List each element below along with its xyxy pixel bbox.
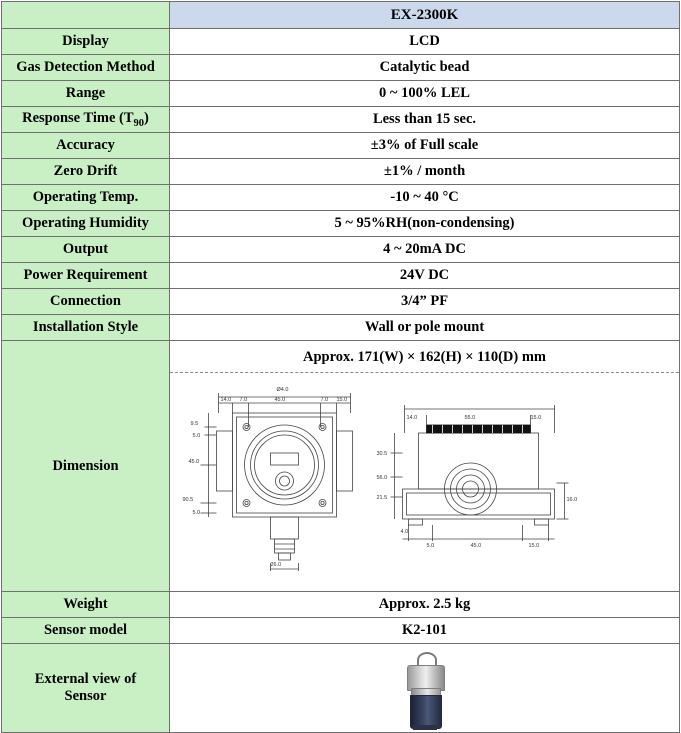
svg-text:7.0: 7.0 — [239, 397, 248, 403]
svg-text:16.0: 16.0 — [566, 497, 578, 503]
row-value-weight: Approx. 2.5 kg — [170, 592, 680, 618]
svg-text:5.0: 5.0 — [426, 543, 435, 549]
dimension-title: Approx. 171(W) × 162(H) × 110(D) mm — [170, 344, 679, 373]
svg-text:26.0: 26.0 — [270, 562, 282, 568]
row-label-display: Display — [2, 29, 170, 55]
row-label-external-view-of-sensor — [2, 644, 170, 733]
svg-text:45.0: 45.0 — [188, 459, 200, 465]
row-value-sensor-model: K2-101 — [170, 618, 680, 644]
row-value-zero-drift: ±1% / month — [170, 159, 680, 185]
row-label-installation-style: Installation Style — [2, 315, 170, 341]
svg-text:14.0: 14.0 — [406, 415, 418, 421]
table-row — [2, 263, 680, 289]
svg-text:5.0: 5.0 — [192, 433, 201, 439]
row-value-installation-style: Wall or pole mount — [170, 315, 680, 341]
table-row — [2, 133, 680, 159]
svg-text:15.0: 15.0 — [528, 543, 540, 549]
svg-text:45.0: 45.0 — [470, 543, 482, 549]
row-label-accuracy: Accuracy — [2, 133, 170, 159]
header-blank-cell — [2, 2, 170, 29]
row-value-gas-detection-method: Catalytic bead — [170, 55, 680, 81]
table-row — [2, 185, 680, 211]
row-value-response-time: Less than 15 sec. — [170, 107, 680, 133]
row-value-display: LCD — [170, 29, 680, 55]
dimension-content-cell — [170, 341, 680, 592]
row-label-connection: Connection — [2, 289, 170, 315]
svg-text:30.5: 30.5 — [376, 451, 388, 457]
header-model-cell: EX-2300K — [170, 2, 680, 29]
row-label-zero-drift: Zero Drift — [2, 159, 170, 185]
svg-text:5.0: 5.0 — [192, 510, 201, 516]
table-row — [2, 618, 680, 644]
dimension-drawing — [170, 373, 679, 588]
row-label-operating-humidity: Operating Humidity — [2, 211, 170, 237]
svg-text:55.0: 55.0 — [464, 415, 476, 421]
svg-text:4.0: 4.0 — [400, 529, 409, 535]
table-header-row — [2, 2, 680, 29]
row-value-range: 0 ~ 100% LEL — [170, 81, 680, 107]
svg-text:Ø4.0: Ø4.0 — [276, 387, 289, 393]
svg-text:7.0: 7.0 — [320, 397, 329, 403]
table-row — [2, 29, 680, 55]
table-row — [2, 107, 680, 133]
response-time-tail: ) — [144, 110, 149, 127]
sensor-image-cell — [170, 644, 680, 733]
svg-text:14.0: 14.0 — [220, 397, 232, 403]
row-value-operating-temp: -10 ~ 40 °C — [170, 185, 680, 211]
svg-text:15.0: 15.0 — [336, 397, 348, 403]
row-label-range: Range — [2, 81, 170, 107]
table-row — [2, 159, 680, 185]
row-label-response-time — [2, 107, 170, 133]
response-time-subscript: 90 — [133, 117, 145, 129]
table-row — [2, 237, 680, 263]
svg-text:56.0: 56.0 — [376, 475, 388, 481]
sensor-label-line1: External view of — [34, 671, 137, 687]
row-label-power-requirement: Power Requirement — [2, 263, 170, 289]
table-row — [2, 289, 680, 315]
row-label-gas-detection-method: Gas Detection Method — [2, 55, 170, 81]
row-label-operating-temp: Operating Temp. — [2, 185, 170, 211]
sensor-photo — [395, 652, 455, 730]
svg-text:21.5: 21.5 — [376, 495, 388, 501]
svg-text:15.0: 15.0 — [530, 415, 542, 421]
row-label-dimension: Dimension — [2, 341, 170, 592]
row-value-connection: 3/4” PF — [170, 289, 680, 315]
svg-text:9.5: 9.5 — [190, 421, 199, 427]
row-value-output: 4 ~ 20mA DC — [170, 237, 680, 263]
row-label-output: Output — [2, 237, 170, 263]
table-row — [2, 592, 680, 618]
specification-table — [1, 1, 680, 733]
row-label-weight: Weight — [2, 592, 170, 618]
dimension-row — [2, 341, 680, 592]
row-label-sensor-model: Sensor model — [2, 618, 170, 644]
response-time-main: Response Time (T — [22, 110, 134, 127]
table-row — [2, 81, 680, 107]
svg-text:90.5: 90.5 — [182, 497, 194, 503]
table-row — [2, 55, 680, 81]
dimension-technical-drawing — [170, 373, 679, 588]
row-value-operating-humidity: 5 ~ 95%RH(non-condensing) — [170, 211, 680, 237]
sensor-base-part — [413, 725, 437, 730]
svg-text:45.0: 45.0 — [274, 397, 286, 403]
table-row — [2, 211, 680, 237]
sensor-label-line2: Sensor — [64, 688, 107, 704]
table-row — [2, 315, 680, 341]
row-value-power-requirement: 24V DC — [170, 263, 680, 289]
sensor-view-row — [2, 644, 680, 733]
row-value-accuracy: ±3% of Full scale — [170, 133, 680, 159]
sensor-body-part — [410, 695, 442, 729]
